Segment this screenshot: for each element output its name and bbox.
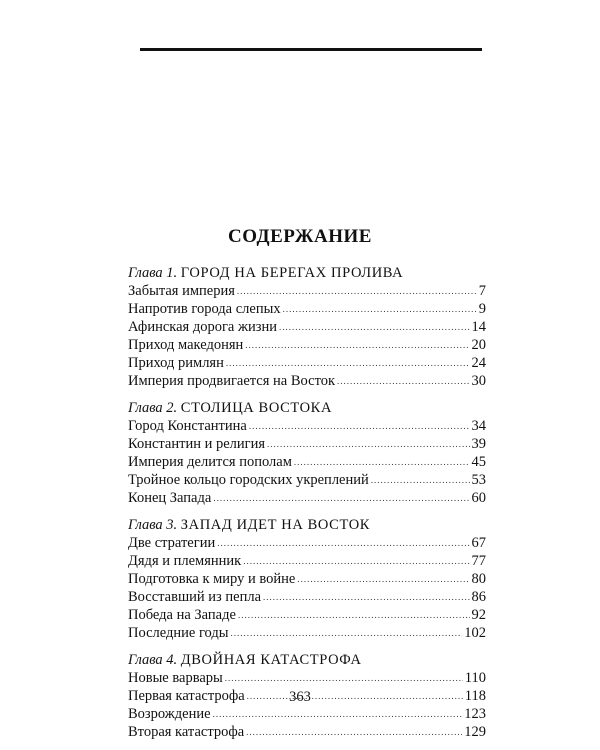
chapter-heading <box>128 516 486 534</box>
chapter-1 <box>128 264 486 390</box>
entry-page: 7 <box>478 283 486 299</box>
toc-entry <box>128 669 486 687</box>
entry-title: Восставший из пепла <box>128 589 261 605</box>
dot-leader <box>238 606 470 624</box>
chapter-2 <box>128 399 486 507</box>
toc-entry <box>128 723 486 741</box>
toc-entry <box>128 624 486 642</box>
entry-page: 67 <box>471 535 486 551</box>
page-title: СОДЕРЖАНИЕ <box>228 226 372 247</box>
chapter-title: ЗАПАД ИДЕТ НА ВОСТОК <box>180 517 371 533</box>
entry-title: Последние годы <box>128 625 229 641</box>
entry-page: 9 <box>478 301 486 317</box>
chapter-heading <box>128 399 486 417</box>
dot-leader <box>249 417 470 435</box>
chapter-label: Глава 1. <box>128 265 178 281</box>
toc-entry <box>128 534 486 552</box>
toc-entry <box>128 318 486 336</box>
toc-entry <box>128 552 486 570</box>
entry-title: Тройное кольцо городских укреплений <box>128 472 369 488</box>
dot-leader <box>263 588 470 606</box>
entry-page: 123 <box>464 706 486 722</box>
entry-title: Первая катастрофа <box>128 688 245 704</box>
entry-title: Две стратегии <box>128 535 216 551</box>
dot-leader <box>243 552 469 570</box>
table-of-contents <box>128 264 486 750</box>
dot-leader <box>231 624 463 642</box>
entry-title: Город Константина <box>128 418 247 434</box>
dot-leader <box>213 489 469 507</box>
dot-leader <box>337 372 469 390</box>
entry-title: Приход македонян <box>128 337 244 353</box>
dot-leader <box>225 669 463 687</box>
chapter-title: ГОРОД НА БЕРЕГАХ ПРОЛИВА <box>180 265 404 281</box>
toc-entry <box>128 453 486 471</box>
entry-title: Империя делится пополам <box>128 454 292 470</box>
toc-entry <box>128 417 486 435</box>
entry-page: 77 <box>471 553 486 569</box>
entry-title: Константин и религия <box>128 436 266 452</box>
dot-leader <box>246 723 462 741</box>
entry-page: 80 <box>471 571 486 587</box>
chapter-label: Глава 4. <box>128 652 178 668</box>
chapter-title: ДВОЙНАЯ КАТАСТРОФА <box>180 652 362 668</box>
entry-title: Вторая катастрофа <box>128 724 245 740</box>
entry-title: Конец Запада <box>128 490 212 506</box>
chapter-title: СТОЛИЦА ВОСТОКА <box>180 400 333 416</box>
toc-entry <box>128 570 486 588</box>
dot-leader <box>226 354 470 372</box>
chapter-label: Глава 3. <box>128 517 178 533</box>
entry-page: 60 <box>471 490 486 506</box>
entry-title: Забытая империя <box>128 283 235 299</box>
toc-entry <box>128 354 486 372</box>
dot-leader <box>283 300 477 318</box>
toc-entry <box>128 372 486 390</box>
dot-leader <box>217 534 469 552</box>
entry-page: 34 <box>471 418 486 434</box>
chapter-heading <box>128 651 486 669</box>
entry-title: Дядя и племянник <box>128 553 242 569</box>
entry-title: Напротив города слепых <box>128 301 281 317</box>
toc-entry <box>128 471 486 489</box>
entry-page: 20 <box>471 337 486 353</box>
toc-entry <box>128 606 486 624</box>
dot-leader <box>297 570 469 588</box>
entry-title: Империя продвигается на Восток <box>128 373 336 389</box>
entry-page: 45 <box>471 454 486 470</box>
toc-entry <box>128 435 486 453</box>
entry-page: 118 <box>464 688 486 704</box>
page-number: 363 <box>289 689 311 705</box>
chapter-3 <box>128 516 486 642</box>
entry-page: 14 <box>471 319 486 335</box>
entry-title: Подготовка к миру и войне <box>128 571 296 587</box>
entry-title: Приход римлян <box>128 355 224 371</box>
chapter-heading <box>128 264 486 282</box>
toc-entry <box>128 282 486 300</box>
dot-leader <box>267 435 469 453</box>
dot-leader <box>371 471 470 489</box>
chapter-label: Глава 2. <box>128 400 178 416</box>
dot-leader <box>237 282 477 300</box>
entry-page: 86 <box>471 589 486 605</box>
dot-leader <box>213 705 463 723</box>
entry-page: 129 <box>464 724 486 740</box>
entry-page: 53 <box>471 472 486 488</box>
header-rule <box>140 48 482 51</box>
entry-page: 110 <box>464 670 486 686</box>
entry-page: 24 <box>471 355 486 371</box>
dot-leader <box>294 453 470 471</box>
toc-entry <box>128 489 486 507</box>
entry-title: Победа на Западе <box>128 607 236 623</box>
toc-entry <box>128 336 486 354</box>
entry-title: Новые варвары <box>128 670 223 686</box>
entry-page: 92 <box>471 607 486 623</box>
entry-title: Афинская дорога жизни <box>128 319 277 335</box>
dot-leader <box>279 318 470 336</box>
toc-entry <box>128 588 486 606</box>
entry-page: 102 <box>464 625 486 641</box>
entry-page: 30 <box>471 373 486 389</box>
dot-leader <box>245 336 469 354</box>
toc-entry <box>128 300 486 318</box>
entry-title: Возрождение <box>128 706 211 722</box>
entry-page: 39 <box>471 436 486 452</box>
toc-entry <box>128 705 486 723</box>
